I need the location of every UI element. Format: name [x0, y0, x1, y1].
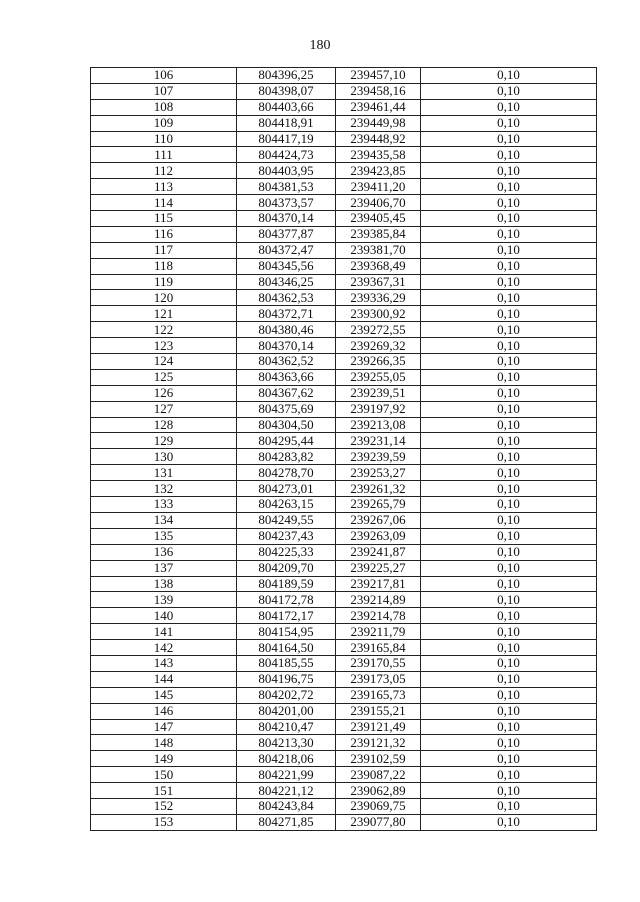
value-cell: 0,10 — [421, 369, 597, 385]
table-row — [91, 258, 597, 274]
x-coordinate-cell: 804372,71 — [237, 306, 336, 322]
x-coordinate-cell: 804370,14 — [237, 338, 336, 354]
table-row — [91, 354, 597, 370]
point-number-cell: 149 — [91, 751, 237, 767]
value-cell: 0,10 — [421, 306, 597, 322]
point-number-cell: 150 — [91, 767, 237, 783]
point-number-cell: 110 — [91, 131, 237, 147]
value-cell: 0,10 — [421, 274, 597, 290]
y-coordinate-cell: 239087,22 — [336, 767, 421, 783]
table-row — [91, 544, 597, 560]
point-number-cell: 148 — [91, 735, 237, 751]
y-coordinate-cell: 239300,92 — [336, 306, 421, 322]
table-row — [91, 179, 597, 195]
point-number-cell: 151 — [91, 783, 237, 799]
y-coordinate-cell: 239062,89 — [336, 783, 421, 799]
y-coordinate-cell: 239197,92 — [336, 401, 421, 417]
table-row — [91, 385, 597, 401]
table-row — [91, 655, 597, 671]
value-cell: 0,10 — [421, 417, 597, 433]
x-coordinate-cell: 804398,07 — [237, 83, 336, 99]
y-coordinate-cell: 239077,80 — [336, 814, 421, 830]
table-row — [91, 417, 597, 433]
x-coordinate-cell: 804295,44 — [237, 433, 336, 449]
table-row — [91, 497, 597, 513]
point-number-cell: 111 — [91, 147, 237, 163]
x-coordinate-cell: 804210,47 — [237, 719, 336, 735]
point-number-cell: 140 — [91, 608, 237, 624]
x-coordinate-cell: 804283,82 — [237, 449, 336, 465]
value-cell: 0,10 — [421, 624, 597, 640]
point-number-cell: 109 — [91, 115, 237, 131]
point-number-cell: 129 — [91, 433, 237, 449]
value-cell: 0,10 — [421, 576, 597, 592]
value-cell: 0,10 — [421, 592, 597, 608]
table-row — [91, 449, 597, 465]
y-coordinate-cell: 239367,31 — [336, 274, 421, 290]
value-cell: 0,10 — [421, 608, 597, 624]
point-number-cell: 135 — [91, 528, 237, 544]
y-coordinate-cell: 239272,55 — [336, 322, 421, 338]
value-cell: 0,10 — [421, 544, 597, 560]
y-coordinate-cell: 239449,98 — [336, 115, 421, 131]
y-coordinate-cell: 239266,35 — [336, 354, 421, 370]
table-row — [91, 290, 597, 306]
table-row — [91, 560, 597, 576]
point-number-cell: 106 — [91, 68, 237, 84]
y-coordinate-cell: 239165,84 — [336, 640, 421, 656]
value-cell: 0,10 — [421, 671, 597, 687]
x-coordinate-cell: 804362,52 — [237, 354, 336, 370]
table-row — [91, 322, 597, 338]
value-cell: 0,10 — [421, 512, 597, 528]
value-cell: 0,10 — [421, 338, 597, 354]
value-cell: 0,10 — [421, 258, 597, 274]
value-cell: 0,10 — [421, 751, 597, 767]
y-coordinate-cell: 239261,32 — [336, 481, 421, 497]
table-row — [91, 671, 597, 687]
value-cell: 0,10 — [421, 163, 597, 179]
y-coordinate-cell: 239267,06 — [336, 512, 421, 528]
table-row — [91, 195, 597, 211]
y-coordinate-cell: 239457,10 — [336, 68, 421, 84]
table-row — [91, 401, 597, 417]
y-coordinate-cell: 239239,59 — [336, 449, 421, 465]
y-coordinate-cell: 239241,87 — [336, 544, 421, 560]
y-coordinate-cell: 239121,32 — [336, 735, 421, 751]
x-coordinate-cell: 804209,70 — [237, 560, 336, 576]
value-cell: 0,10 — [421, 433, 597, 449]
point-number-cell: 118 — [91, 258, 237, 274]
point-number-cell: 117 — [91, 242, 237, 258]
y-coordinate-cell: 239214,78 — [336, 608, 421, 624]
point-number-cell: 136 — [91, 544, 237, 560]
point-number-cell: 114 — [91, 195, 237, 211]
table-row — [91, 369, 597, 385]
value-cell: 0,10 — [421, 322, 597, 338]
value-cell: 0,10 — [421, 83, 597, 99]
value-cell: 0,10 — [421, 354, 597, 370]
point-number-cell: 147 — [91, 719, 237, 735]
value-cell: 0,10 — [421, 481, 597, 497]
value-cell: 0,10 — [421, 147, 597, 163]
y-coordinate-cell: 239435,58 — [336, 147, 421, 163]
value-cell: 0,10 — [421, 687, 597, 703]
point-number-cell: 132 — [91, 481, 237, 497]
x-coordinate-cell: 804396,25 — [237, 68, 336, 84]
x-coordinate-cell: 804372,47 — [237, 242, 336, 258]
table-row — [91, 719, 597, 735]
value-cell: 0,10 — [421, 290, 597, 306]
x-coordinate-cell: 804375,69 — [237, 401, 336, 417]
value-cell: 0,10 — [421, 242, 597, 258]
table-row — [91, 68, 597, 84]
table-row — [91, 274, 597, 290]
table-row — [91, 608, 597, 624]
y-coordinate-cell: 239336,29 — [336, 290, 421, 306]
table-row — [91, 433, 597, 449]
point-number-cell: 126 — [91, 385, 237, 401]
point-number-cell: 113 — [91, 179, 237, 195]
x-coordinate-cell: 804201,00 — [237, 703, 336, 719]
y-coordinate-cell: 239231,14 — [336, 433, 421, 449]
table-row — [91, 814, 597, 830]
x-coordinate-cell: 804164,50 — [237, 640, 336, 656]
y-coordinate-cell: 239155,21 — [336, 703, 421, 719]
y-coordinate-cell: 239385,84 — [336, 226, 421, 242]
point-number-cell: 122 — [91, 322, 237, 338]
y-coordinate-cell: 239411,20 — [336, 179, 421, 195]
table-row — [91, 163, 597, 179]
point-number-cell: 107 — [91, 83, 237, 99]
point-number-cell: 133 — [91, 497, 237, 513]
x-coordinate-cell: 804221,12 — [237, 783, 336, 799]
y-coordinate-cell: 239368,49 — [336, 258, 421, 274]
point-number-cell: 137 — [91, 560, 237, 576]
value-cell: 0,10 — [421, 449, 597, 465]
x-coordinate-cell: 804278,70 — [237, 465, 336, 481]
value-cell: 0,10 — [421, 99, 597, 115]
table-row — [91, 306, 597, 322]
point-number-cell: 146 — [91, 703, 237, 719]
y-coordinate-cell: 239165,73 — [336, 687, 421, 703]
x-coordinate-cell: 804403,66 — [237, 99, 336, 115]
x-coordinate-cell: 804237,43 — [237, 528, 336, 544]
y-coordinate-cell: 239253,27 — [336, 465, 421, 481]
value-cell: 0,10 — [421, 226, 597, 242]
table-row — [91, 798, 597, 814]
x-coordinate-cell: 804213,30 — [237, 735, 336, 751]
point-number-cell: 143 — [91, 655, 237, 671]
y-coordinate-cell: 239225,27 — [336, 560, 421, 576]
table-row — [91, 640, 597, 656]
y-coordinate-cell: 239263,09 — [336, 528, 421, 544]
value-cell: 0,10 — [421, 767, 597, 783]
value-cell: 0,10 — [421, 719, 597, 735]
table-row — [91, 528, 597, 544]
value-cell: 0,10 — [421, 131, 597, 147]
x-coordinate-cell: 804373,57 — [237, 195, 336, 211]
value-cell: 0,10 — [421, 528, 597, 544]
y-coordinate-cell: 239217,81 — [336, 576, 421, 592]
table-row — [91, 624, 597, 640]
x-coordinate-cell: 804172,78 — [237, 592, 336, 608]
x-coordinate-cell: 804417,19 — [237, 131, 336, 147]
x-coordinate-cell: 804345,56 — [237, 258, 336, 274]
x-coordinate-cell: 804380,46 — [237, 322, 336, 338]
x-coordinate-cell: 804418,91 — [237, 115, 336, 131]
point-number-cell: 152 — [91, 798, 237, 814]
value-cell: 0,10 — [421, 211, 597, 227]
x-coordinate-cell: 804367,62 — [237, 385, 336, 401]
table-row — [91, 735, 597, 751]
value-cell: 0,10 — [421, 401, 597, 417]
y-coordinate-cell: 239121,49 — [336, 719, 421, 735]
value-cell: 0,10 — [421, 68, 597, 84]
value-cell: 0,10 — [421, 783, 597, 799]
table-row — [91, 147, 597, 163]
y-coordinate-cell: 239214,89 — [336, 592, 421, 608]
y-coordinate-cell: 239448,92 — [336, 131, 421, 147]
x-coordinate-cell: 804304,50 — [237, 417, 336, 433]
point-number-cell: 115 — [91, 211, 237, 227]
value-cell: 0,10 — [421, 115, 597, 131]
table-row — [91, 783, 597, 799]
point-number-cell: 119 — [91, 274, 237, 290]
point-number-cell: 120 — [91, 290, 237, 306]
point-number-cell: 153 — [91, 814, 237, 830]
value-cell: 0,10 — [421, 735, 597, 751]
point-number-cell: 145 — [91, 687, 237, 703]
y-coordinate-cell: 239406,70 — [336, 195, 421, 211]
point-number-cell: 125 — [91, 369, 237, 385]
y-coordinate-cell: 239211,79 — [336, 624, 421, 640]
y-coordinate-cell: 239213,08 — [336, 417, 421, 433]
value-cell: 0,10 — [421, 385, 597, 401]
table-row — [91, 338, 597, 354]
y-coordinate-cell: 239102,59 — [336, 751, 421, 767]
x-coordinate-cell: 804346,25 — [237, 274, 336, 290]
x-coordinate-cell: 804370,14 — [237, 211, 336, 227]
table-row — [91, 115, 597, 131]
x-coordinate-cell: 804249,55 — [237, 512, 336, 528]
coordinates-table-body — [91, 68, 597, 831]
value-cell: 0,10 — [421, 179, 597, 195]
point-number-cell: 141 — [91, 624, 237, 640]
table-row — [91, 465, 597, 481]
table-row — [91, 226, 597, 242]
value-cell: 0,10 — [421, 195, 597, 211]
table-row — [91, 242, 597, 258]
y-coordinate-cell: 239255,05 — [336, 369, 421, 385]
x-coordinate-cell: 804243,84 — [237, 798, 336, 814]
y-coordinate-cell: 239423,85 — [336, 163, 421, 179]
y-coordinate-cell: 239458,16 — [336, 83, 421, 99]
x-coordinate-cell: 804263,15 — [237, 497, 336, 513]
x-coordinate-cell: 804271,85 — [237, 814, 336, 830]
y-coordinate-cell: 239173,05 — [336, 671, 421, 687]
x-coordinate-cell: 804196,75 — [237, 671, 336, 687]
coordinates-table — [90, 67, 597, 831]
x-coordinate-cell: 804363,66 — [237, 369, 336, 385]
point-number-cell: 124 — [91, 354, 237, 370]
x-coordinate-cell: 804424,73 — [237, 147, 336, 163]
table-row — [91, 703, 597, 719]
table-row — [91, 576, 597, 592]
x-coordinate-cell: 804225,33 — [237, 544, 336, 560]
x-coordinate-cell: 804403,95 — [237, 163, 336, 179]
point-number-cell: 142 — [91, 640, 237, 656]
y-coordinate-cell: 239069,75 — [336, 798, 421, 814]
point-number-cell: 139 — [91, 592, 237, 608]
value-cell: 0,10 — [421, 703, 597, 719]
point-number-cell: 121 — [91, 306, 237, 322]
value-cell: 0,10 — [421, 560, 597, 576]
point-number-cell: 112 — [91, 163, 237, 179]
table-row — [91, 131, 597, 147]
x-coordinate-cell: 804273,01 — [237, 481, 336, 497]
point-number-cell: 116 — [91, 226, 237, 242]
point-number-cell: 123 — [91, 338, 237, 354]
value-cell: 0,10 — [421, 798, 597, 814]
x-coordinate-cell: 804381,53 — [237, 179, 336, 195]
x-coordinate-cell: 804377,87 — [237, 226, 336, 242]
table-row — [91, 687, 597, 703]
value-cell: 0,10 — [421, 497, 597, 513]
page-number: 180 — [309, 38, 331, 53]
y-coordinate-cell: 239269,32 — [336, 338, 421, 354]
table-row — [91, 99, 597, 115]
x-coordinate-cell: 804189,59 — [237, 576, 336, 592]
x-coordinate-cell: 804172,17 — [237, 608, 336, 624]
table-row — [91, 211, 597, 227]
point-number-cell: 108 — [91, 99, 237, 115]
table-row — [91, 767, 597, 783]
value-cell: 0,10 — [421, 655, 597, 671]
y-coordinate-cell: 239461,44 — [336, 99, 421, 115]
point-number-cell: 131 — [91, 465, 237, 481]
x-coordinate-cell: 804218,06 — [237, 751, 336, 767]
point-number-cell: 138 — [91, 576, 237, 592]
x-coordinate-cell: 804185,55 — [237, 655, 336, 671]
table-row — [91, 751, 597, 767]
value-cell: 0,10 — [421, 814, 597, 830]
y-coordinate-cell: 239239,51 — [336, 385, 421, 401]
x-coordinate-cell: 804221,99 — [237, 767, 336, 783]
x-coordinate-cell: 804202,72 — [237, 687, 336, 703]
y-coordinate-cell: 239265,79 — [336, 497, 421, 513]
table-row — [91, 512, 597, 528]
point-number-cell: 130 — [91, 449, 237, 465]
y-coordinate-cell: 239405,45 — [336, 211, 421, 227]
point-number-cell: 128 — [91, 417, 237, 433]
y-coordinate-cell: 239170,55 — [336, 655, 421, 671]
point-number-cell: 134 — [91, 512, 237, 528]
table-row — [91, 83, 597, 99]
y-coordinate-cell: 239381,70 — [336, 242, 421, 258]
value-cell: 0,10 — [421, 465, 597, 481]
point-number-cell: 144 — [91, 671, 237, 687]
point-number-cell: 127 — [91, 401, 237, 417]
value-cell: 0,10 — [421, 640, 597, 656]
table-row — [91, 481, 597, 497]
table-row — [91, 592, 597, 608]
x-coordinate-cell: 804154,95 — [237, 624, 336, 640]
x-coordinate-cell: 804362,53 — [237, 290, 336, 306]
